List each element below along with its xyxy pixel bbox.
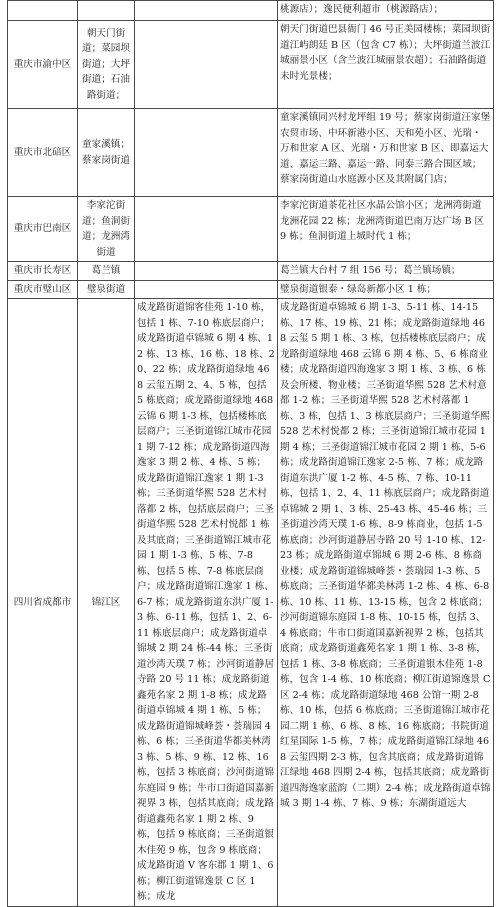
service-area-table <box>7 0 494 907</box>
table-row <box>8 280 494 299</box>
city-cell: 重庆市长寿区 <box>8 262 78 281</box>
scope-cell: 璧泉街道银泰・绿岛新都小区 1 栋； <box>278 280 494 299</box>
city-cell: 重庆市渝中区 <box>8 21 78 109</box>
scope-cell: 葛兰镇大台村 7 组 156 号；葛兰镇场镇； <box>278 262 494 281</box>
scope-cell: 桃源店）；逸民便利超市（桃源路店）； <box>278 1 494 21</box>
district-cell: 朝天门街道；菜园坝街道；大坪街道；石油路街道； <box>78 21 135 109</box>
scope-cell: 童家溪镇同兴村龙坪组 19 号；蔡家岗街道汪家堡农贸市场、中环新港小区、天和苑小区、光瑞・万和世家 A 区、光瑞・万和世家 B 区、即嘉运大道、嘉运三路、嘉运一路、同泰三路合围区域；蔡家岗街道山水庭源小区及其附属门店； <box>278 109 494 197</box>
city-cell: 重庆市璧山区 <box>8 280 78 299</box>
street-cell <box>135 109 278 197</box>
district-cell <box>78 1 135 21</box>
city-cell: 重庆市巴南区 <box>8 197 78 262</box>
scope-cell: 朝天门街道巴县衙门 46 号正美园楼栋；菜园坝街道江屿朗廷 B 区（包含 C7 栋）；大坪街道兰波江城丽景小区（含兰波江城丽景农超）；石油路街道未时光景楼； <box>278 21 494 109</box>
district-cell: 璧泉街道 <box>78 280 135 299</box>
city-cell <box>8 1 78 21</box>
street-cell <box>135 262 278 281</box>
district-cell: 葛兰镇 <box>78 262 135 281</box>
district-cell: 李家沱街道；鱼洞街道；龙洲湾街道 <box>78 197 135 262</box>
table-row <box>8 109 494 197</box>
table-row <box>8 299 494 907</box>
city-cell: 四川省成都市 <box>8 299 78 907</box>
scope-cell: 李家沱街道茶花社区水晶公馆小区；龙洲湾街道龙洲花园 22 栋；龙洲湾街道巴南万达广场 B 区 9 栋；鱼洞街道上城时代 1 栋； <box>278 197 494 262</box>
street-cell <box>135 21 278 109</box>
street-cell <box>135 197 278 262</box>
scope-cell: 成龙路街道卓锦城 6 期 1-3、5-11 栋、14-15 栋、17 栋、19 栋、21 栋；成龙路街道绿地 468 云玺 5 期 1 栋、3 栋，包括楼栋底层商户；成龙路街道绿地 468 云锦 6 期 4 栋、5、6 栋商业楼；成龙路街道四海逸家 3 期 1 栋、3 栋、6 栋及会所楼、物业楼；三圣街道华熙 528 艺术村意都 1-2 栋；三圣街道华熙 528 艺术村落都 1 栋、3 栋，包括 1、3 栋底层商户；三圣街道华熙 528 艺术村悦都 2 栋；三圣街道锦江城市花园 1 期 4 栋；三圣街道锦江城市花园 2 期 1 栋、5-6 栋；成龙路街道锦江逸家 2-5 栋、7 栋；成龙路街道东洪广厦 1-2 栋、4-5 栋、7 栋、10-11 栋，包括 1、2、4、11 栋底层商户；成龙路街道卓锦城 2 期 1、3 栋、25-43 栋、45-46 栋；三圣街道沙湾天璞 1-6 栋、8-9 栋商业，包括 1-5 栋底商；沙河街道静居寺路 20 号 1-10 栋、12-23 栋；成龙路街道卓锦城 6 期 2-6 栋、8 栋商业楼；成龙路街道锦城峰荟・荟瑞园 1-3 栋、5 栋底商；三圣街道华都美林湾 1-2 栋、4 栋、6-8 栋、10 栋、11 栋、13-15 栋，包含 2 栋底商；沙河街道锦东庭园 1-8 栋、10-15 栋，包括 3、4 栋底商；牛市口街道国嘉新视界 2 栋，包括其底商；成龙路街道鑫苑名家 1 期 1 栋、3-8 栋，包括 1 栋、3-8 栋底商；三圣街道银木佳苑 1-8 栋，包含 1-4 栋、10 栋底商；柳江街道锦逸景 C 区 2-4 栋；成龙路街道绿地 468 公馆一期 2-8 栋、10 栋，包括 6 栋底商；三圣街道锦江城市花园二期 1 栋、6 栋、8 栋、16 栋底商；书院街道红星国际 1-5 栋，7 栋；成龙路街道锦江绿地 468 云玺四期 2-3 栋，包含其底商；成龙路街道锦江绿地 468 四期 2-4 栋，包括其底商；成龙路街道四海逸家蓝韵（二期）2-4 栋；成龙路街道卓锦城 3 期 1-4 栋、7 栋、9 栋；东湖街道远大 <box>278 299 494 907</box>
street-cell <box>135 280 278 299</box>
table-row <box>8 262 494 281</box>
district-cell: 锦江区 <box>78 299 135 907</box>
street-cell: 成龙路街道锦客佳苑 1-10 栋，包括 1 栋、7-10 栋底层商户；成龙路街道卓锦城 6 期 4 栋、12 栋、13 栋、16 栋、18 栋、20、22 栋；成龙路街道绿地 468 云玺五期 2、4、5 栋，包括 5 栋底商；成龙路街道绿地 468 云锦 6 期 1-3 栋，包括楼栋底层商户；三圣街道锦江城市花园 1 期 7-12 栋；成龙路街道四海逸家 3 期 2 栋、4 栋、5 栋；成龙路街道锦江逸家 1 期 1-3 栋；三圣街道华熙 528 艺术村落都 2 栋，包括底层商户；三圣街道华熙 528 艺术村悦都 1 栋及其底商；三圣街道锦江城市花园 1 期 1-3 栋、5 栋、7-8 栋、包括 5 栋、7-8 栋底层商户；成龙路街道锦江逸家 1 栋、6-7 栋；成龙路街道东洪广厦 1-3 栋、6-11 栋，包括 1、2、6-11 栋底层商户；成龙路街道卓锦城 2 期 24 栋-44 栋；三圣街道沙湾天璞 7 栋；沙河街道静居寺路 20 号 11 栋；成龙路街道鑫苑名家 2 期 1-8 栋；成龙路街道卓锦城 4 期 1 栋、5 栋；成龙路街道锦城峰荟・荟瑞园 4 栋、6 栋；三圣街道华都美林湾 3 栋、5 栋、9 栋、12 栋、16 栋，包括 3 栋底商；沙河街道锦东庭园 9 栋；牛市口街道国嘉新视界 3 栋，包括其底商；成龙路街道鑫苑名家 1 期 2 栋、9 栋，包括 9 栋底商；三圣街道银木佳苑 9 栋，包含 9 栋底商；成龙路街道 V 客东郡 1 期 1、6 栋；柳江街道锦逸景 C 区 1 栋；成龙 <box>135 299 278 907</box>
table-row <box>8 1 494 21</box>
district-cell: 童家溪镇；蔡家岗街道 <box>78 109 135 197</box>
street-cell <box>135 1 278 21</box>
city-cell: 重庆市北碚区 <box>8 109 78 197</box>
table-row <box>8 21 494 109</box>
table-row <box>8 197 494 262</box>
